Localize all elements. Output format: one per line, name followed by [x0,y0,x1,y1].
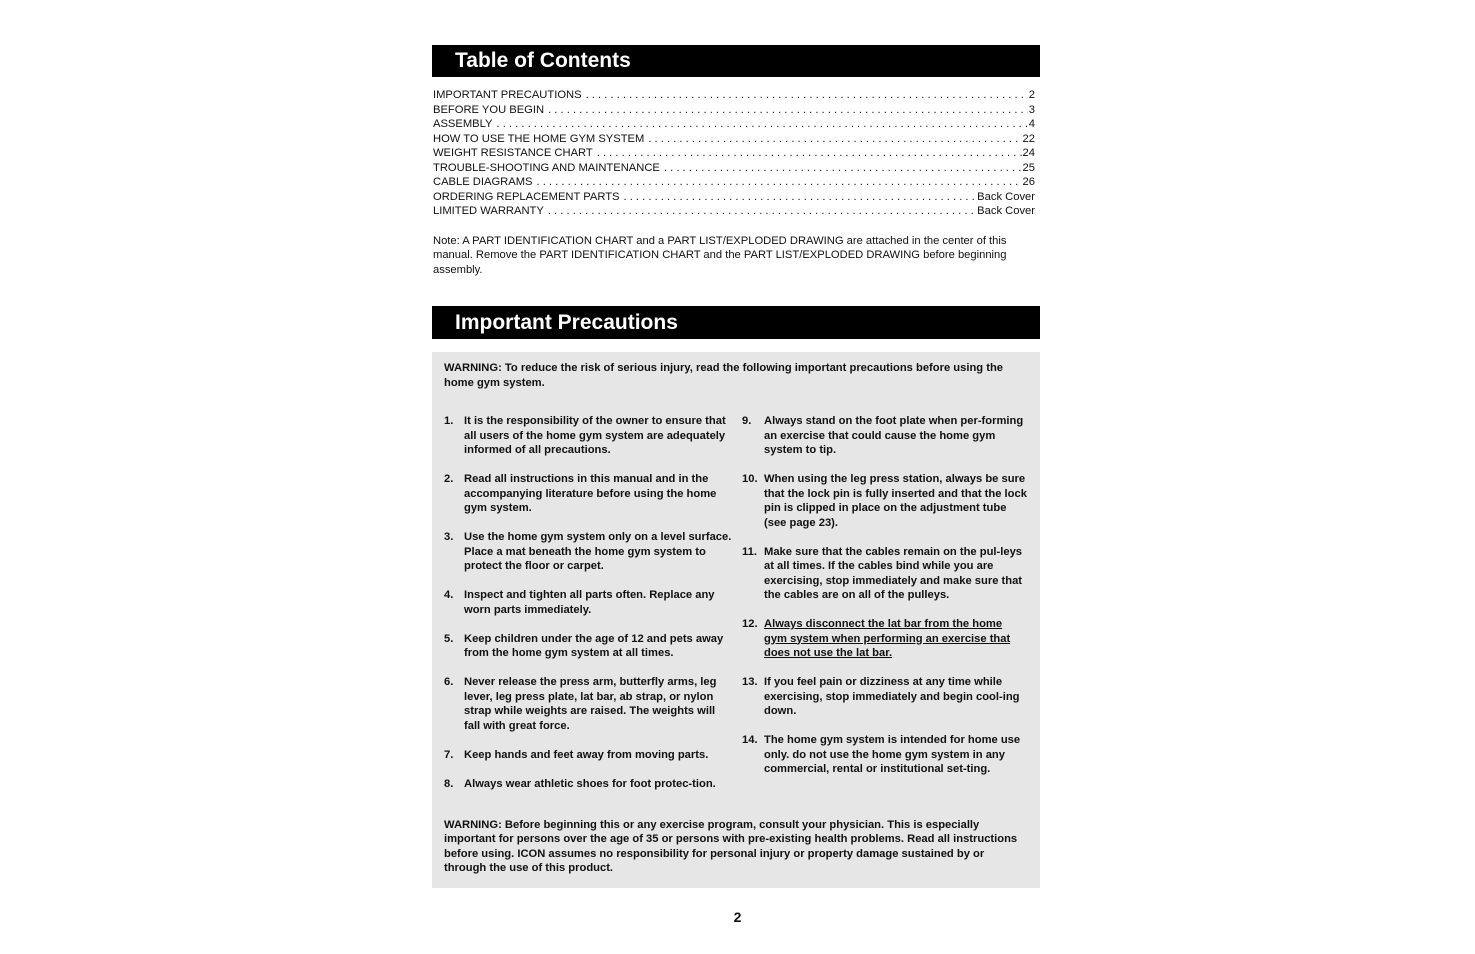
precaution-item [742,733,1028,777]
toc-entry [432,132,1040,147]
toc-entry-page: 22 [1022,132,1035,145]
precaution-number: 1. [444,415,454,427]
precaution-text: Use the home gym system only on a level surface. Place a mat beneath the home gym system to protect the floor or carpet. [464,531,732,572]
toc-entry-title: TROUBLE-SHOOTING AND MAINTENANCE [433,161,660,174]
precaution-item [444,632,734,661]
toc-note: Note: A PART IDENTIFICATION CHART and a PART LIST/EXPLODED DRAWING are attached in the center of this manual. Remove the PART IDENTIFICATION CHART and the PART LIST/EXPLODED DRAWING before beginning assembly. [433,234,1007,276]
page-number: 2 [733,909,742,925]
toc-entry-page: 25 [1022,161,1035,174]
precaution-item [742,617,1028,661]
precaution-item [742,675,1028,719]
precaution-item [444,588,734,617]
toc-entry-page: Back Cover [977,205,1035,217]
precaution-text: Read all instructions in this manual and in the accompanying literature before using the home gym system. [464,473,717,514]
precaution-number: 8. [444,777,454,790]
toc-entry [432,190,1040,205]
precaution-item [444,530,734,574]
toc-entry [432,146,1040,161]
toc-leader-dots [536,175,1021,190]
toc-entry-title: CABLE DIAGRAMS [433,176,533,188]
precaution-number: 14. [742,734,758,746]
precaution-number: 4. [444,589,454,601]
toc-entry-page: 24 [1022,147,1035,159]
toc-leader-dots [496,117,1027,132]
toc-entry-title: ORDERING REPLACEMENT PARTS [433,190,620,203]
toc-entry [432,204,1040,219]
precaution-number: 5. [444,632,454,645]
precaution-text: Always stand on the foot plate when per-forming an exercise that could cause the home gym system to tip. [764,415,1024,456]
toc-entry [432,117,1040,132]
toc-entry-page: Back Cover [977,190,1035,203]
precaution-item [444,748,734,763]
precautions-heading: Important Precautions [432,306,1040,339]
toc-entry-title: BEFORE YOU BEGIN [433,103,545,116]
precaution-number: 10. [742,473,758,485]
toc-leader-dots [597,146,1022,161]
precaution-number: 6. [444,676,454,688]
precautions-left-column [444,414,734,806]
precaution-text: Inspect and tighten all parts often. Replace any worn parts immediately. [464,589,715,616]
precaution-item [742,472,1028,530]
toc-leader-dots [548,103,1028,118]
warning-bottom: WARNING: Before beginning this or any exercise program, consult your physician. This is especially important for persons over the age of 35 or persons with pre-existing health problems. Read all instructions before using. ICON assumes no responsibility for personal injury or property damage sustained by or through the use of this product. [444,818,1018,874]
precaution-text: Always wear athletic shoes for foot protec-tion. [464,777,716,790]
toc-heading: Table of Contents [432,45,1040,77]
precaution-item [444,414,734,458]
toc-entry-page: 2 [1028,89,1035,101]
precaution-text: When using the leg press station, always be sure that the lock pin is fully inserted and that the lock pin is clipped in place on the adjustment tube (see page 23). [764,473,1027,529]
precaution-text: Keep hands and feet away from moving parts. [464,748,709,761]
toc-entry-title: WEIGHT RESISTANCE CHART [433,147,593,159]
precaution-number: 2. [444,473,454,485]
toc-entry-title: ASSEMBLY [433,118,493,130]
precaution-text: Make sure that the cables remain on the pul-leys at all times. If the cables bind while you are exercising, stop immediately and make sure that the cables are on all of the pulleys. [764,545,1023,601]
precaution-text: Keep children under the age of 12 and pets away from the home gym system at all times. [464,632,724,659]
toc-entry-title: HOW TO USE THE HOME GYM SYSTEM [433,132,645,145]
toc-entry-page: 4 [1028,118,1035,130]
toc-entry [432,175,1040,190]
toc-entry [432,161,1040,176]
toc-entry-page: 26 [1022,176,1035,188]
toc-leader-dots [648,132,1021,147]
toc-entry [432,103,1040,118]
precautions-columns [444,414,1028,806]
precaution-number: 7. [444,748,454,761]
toc-entry [432,88,1040,103]
toc-leader-dots [624,190,977,205]
precaution-text: Always disconnect the lat bar from the home gym system when performing an exercise that does not use the lat bar. [764,618,1011,659]
manual-page [432,45,1040,888]
toc-entry-title: LIMITED WARRANTY [433,205,544,217]
precaution-text: It is the responsibility of the owner to ensure that all users of the home gym system are adequately informed of all precautions. [464,415,726,456]
precaution-number: 12. [742,618,758,630]
toc-leader-dots [664,161,1022,176]
precaution-number: 11. [742,545,757,558]
precaution-number: 9. [742,415,752,427]
toc-leader-dots [586,88,1028,103]
precaution-text: Never release the press arm, butterfly arms, leg lever, leg press plate, lat bar, ab strap, or nylon strap while weights are raised. The weights will fall with great force. [464,676,717,732]
warning-top: WARNING: To reduce the risk of serious injury, read the following important precautions before using the home gym system. [444,362,1004,389]
precautions-box [432,352,1040,888]
precaution-item [444,777,734,792]
precaution-text: If you feel pain or dizziness at any time while exercising, stop immediately and begin cool-ing down. [764,676,1020,717]
precaution-item [742,414,1028,458]
precaution-number: 13. [742,676,758,688]
toc-entry-page: 3 [1028,103,1035,116]
toc-entry-title: IMPORTANT PRECAUTIONS [433,89,582,101]
toc-list [432,88,1040,219]
precaution-text: The home gym system is intended for home use only. do not use the home gym system in any commercial, rental or institutional set-ting. [764,734,1021,775]
toc-leader-dots [548,204,976,219]
precaution-item [444,675,734,733]
precaution-item [742,545,1028,603]
precaution-number: 3. [444,531,454,543]
precautions-right-column [742,414,1028,806]
precaution-item [444,472,734,516]
